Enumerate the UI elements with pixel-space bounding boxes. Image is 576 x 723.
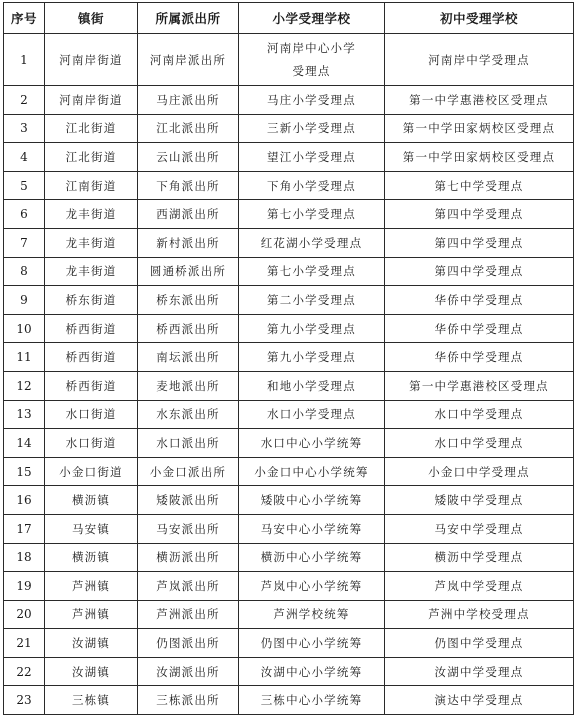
table-row <box>4 286 574 315</box>
cell-subdistrict: 马安镇 <box>45 514 138 543</box>
table-row <box>4 600 574 629</box>
cell-police-station: 芦洲派出所 <box>138 600 239 629</box>
table-row <box>4 314 574 343</box>
header-subdistrict: 镇街 <box>45 3 138 34</box>
cell-police-station: 仍图派出所 <box>138 629 239 658</box>
header-index: 序号 <box>4 3 45 34</box>
cell-index: 1 <box>4 34 45 86</box>
header-police-station: 所属派出所 <box>138 3 239 34</box>
cell-subdistrict: 桥东街道 <box>45 286 138 315</box>
cell-police-station: 芦岚派出所 <box>138 572 239 601</box>
cell-subdistrict: 桥西街道 <box>45 314 138 343</box>
cell-police-station: 江北派出所 <box>138 114 239 143</box>
table-row <box>4 572 574 601</box>
cell-middle-school: 矮陂中学受理点 <box>385 486 574 515</box>
cell-police-station: 水口派出所 <box>138 429 239 458</box>
cell-middle-school: 第四中学受理点 <box>385 228 574 257</box>
cell-index: 10 <box>4 314 45 343</box>
cell-index: 2 <box>4 86 45 115</box>
cell-primary-school: 第七小学受理点 <box>239 257 385 286</box>
cell-primary-school: 望江小学受理点 <box>239 143 385 172</box>
cell-subdistrict: 横沥镇 <box>45 543 138 572</box>
cell-police-station: 汝湖派出所 <box>138 657 239 686</box>
table-header <box>4 3 574 34</box>
table-row <box>4 686 574 715</box>
cell-middle-school: 第一中学田家炳校区受理点 <box>385 143 574 172</box>
cell-index: 9 <box>4 286 45 315</box>
header-row <box>4 3 574 34</box>
table-row <box>4 514 574 543</box>
cell-middle-school: 水口中学受理点 <box>385 400 574 429</box>
cell-police-station: 麦地派出所 <box>138 371 239 400</box>
cell-middle-school: 横沥中学受理点 <box>385 543 574 572</box>
cell-middle-school: 第四中学受理点 <box>385 257 574 286</box>
cell-subdistrict: 龙丰街道 <box>45 257 138 286</box>
cell-police-station: 南坛派出所 <box>138 343 239 372</box>
table-row <box>4 400 574 429</box>
cell-primary-school: 第九小学受理点 <box>239 314 385 343</box>
cell-police-station: 桥东派出所 <box>138 286 239 315</box>
cell-middle-school: 华侨中学受理点 <box>385 286 574 315</box>
cell-subdistrict: 芦洲镇 <box>45 600 138 629</box>
cell-police-station: 横沥派出所 <box>138 543 239 572</box>
cell-primary-school: 马安中心小学统筹 <box>239 514 385 543</box>
cell-primary-school: 芦岚中心小学统筹 <box>239 572 385 601</box>
cell-subdistrict: 龙丰街道 <box>45 228 138 257</box>
cell-police-station: 云山派出所 <box>138 143 239 172</box>
table-row <box>4 143 574 172</box>
cell-middle-school: 仍图中学受理点 <box>385 629 574 658</box>
cell-subdistrict: 水口街道 <box>45 429 138 458</box>
cell-subdistrict: 桥西街道 <box>45 371 138 400</box>
table-row <box>4 429 574 458</box>
cell-index: 16 <box>4 486 45 515</box>
table-row <box>4 228 574 257</box>
cell-middle-school: 汝湖中学受理点 <box>385 657 574 686</box>
cell-middle-school: 小金口中学受理点 <box>385 457 574 486</box>
table-row <box>4 457 574 486</box>
cell-index: 5 <box>4 171 45 200</box>
cell-subdistrict: 汝湖镇 <box>45 657 138 686</box>
table-row <box>4 200 574 229</box>
cell-subdistrict: 江南街道 <box>45 171 138 200</box>
cell-middle-school: 华侨中学受理点 <box>385 314 574 343</box>
cell-primary-school: 第七小学受理点 <box>239 200 385 229</box>
cell-index: 12 <box>4 371 45 400</box>
cell-middle-school: 水口中学受理点 <box>385 429 574 458</box>
table-row <box>4 543 574 572</box>
cell-subdistrict: 江北街道 <box>45 143 138 172</box>
table-row <box>4 486 574 515</box>
header-middle-school: 初中受理学校 <box>385 3 574 34</box>
cell-police-station: 矮陂派出所 <box>138 486 239 515</box>
cell-primary-school: 汝湖中心小学统筹 <box>239 657 385 686</box>
cell-middle-school: 芦洲中学校受理点 <box>385 600 574 629</box>
cell-police-station: 马庄派出所 <box>138 86 239 115</box>
cell-primary-school: 水口小学受理点 <box>239 400 385 429</box>
cell-index: 3 <box>4 114 45 143</box>
cell-primary-school: 和地小学受理点 <box>239 371 385 400</box>
cell-primary-school: 水口中心小学统筹 <box>239 429 385 458</box>
table-row <box>4 629 574 658</box>
cell-index: 18 <box>4 543 45 572</box>
cell-middle-school: 芦岚中学受理点 <box>385 572 574 601</box>
cell-index: 19 <box>4 572 45 601</box>
cell-subdistrict: 桥西街道 <box>45 343 138 372</box>
cell-middle-school: 演达中学受理点 <box>385 686 574 715</box>
cell-middle-school: 河南岸中学受理点 <box>385 34 574 86</box>
cell-primary-school: 第九小学受理点 <box>239 343 385 372</box>
cell-police-station: 三栋派出所 <box>138 686 239 715</box>
cell-index: 11 <box>4 343 45 372</box>
table-row <box>4 34 574 86</box>
school-admission-table <box>3 2 574 715</box>
table-body <box>4 34 574 715</box>
table-row <box>4 343 574 372</box>
cell-police-station: 桥西派出所 <box>138 314 239 343</box>
header-primary-school: 小学受理学校 <box>239 3 385 34</box>
cell-primary-school: 红花湖小学受理点 <box>239 228 385 257</box>
table-row <box>4 171 574 200</box>
cell-police-station: 河南岸派出所 <box>138 34 239 86</box>
cell-subdistrict: 汝湖镇 <box>45 629 138 658</box>
cell-primary-school: 矮陂中心小学统筹 <box>239 486 385 515</box>
cell-police-station: 新村派出所 <box>138 228 239 257</box>
cell-middle-school: 第七中学受理点 <box>385 171 574 200</box>
cell-primary-school: 河南岸中心小学受理点 <box>239 34 385 86</box>
cell-primary-school: 芦洲学校统筹 <box>239 600 385 629</box>
cell-primary-school: 小金口中心小学统筹 <box>239 457 385 486</box>
cell-index: 6 <box>4 200 45 229</box>
cell-index: 17 <box>4 514 45 543</box>
cell-police-station: 西湖派出所 <box>138 200 239 229</box>
table-row <box>4 114 574 143</box>
cell-middle-school: 马安中学受理点 <box>385 514 574 543</box>
table-row <box>4 257 574 286</box>
cell-primary-school: 马庄小学受理点 <box>239 86 385 115</box>
table-row <box>4 86 574 115</box>
cell-police-station: 下角派出所 <box>138 171 239 200</box>
cell-subdistrict: 三栋镇 <box>45 686 138 715</box>
cell-index: 21 <box>4 629 45 658</box>
cell-subdistrict: 河南岸街道 <box>45 86 138 115</box>
cell-subdistrict: 水口街道 <box>45 400 138 429</box>
cell-index: 20 <box>4 600 45 629</box>
cell-subdistrict: 横沥镇 <box>45 486 138 515</box>
cell-middle-school: 第一中学惠港校区受理点 <box>385 371 574 400</box>
cell-subdistrict: 小金口街道 <box>45 457 138 486</box>
cell-police-station: 小金口派出所 <box>138 457 239 486</box>
cell-subdistrict: 江北街道 <box>45 114 138 143</box>
cell-index: 8 <box>4 257 45 286</box>
cell-index: 7 <box>4 228 45 257</box>
cell-index: 22 <box>4 657 45 686</box>
cell-index: 4 <box>4 143 45 172</box>
cell-primary-school: 三新小学受理点 <box>239 114 385 143</box>
cell-police-station: 圆通桥派出所 <box>138 257 239 286</box>
cell-middle-school: 第一中学惠港校区受理点 <box>385 86 574 115</box>
table-row <box>4 657 574 686</box>
cell-index: 23 <box>4 686 45 715</box>
cell-index: 15 <box>4 457 45 486</box>
cell-index: 14 <box>4 429 45 458</box>
cell-index: 13 <box>4 400 45 429</box>
table-row <box>4 371 574 400</box>
cell-primary-school: 横沥中心小学统筹 <box>239 543 385 572</box>
cell-primary-school: 三栋中心小学统筹 <box>239 686 385 715</box>
cell-subdistrict: 芦洲镇 <box>45 572 138 601</box>
cell-middle-school: 华侨中学受理点 <box>385 343 574 372</box>
cell-middle-school: 第四中学受理点 <box>385 200 574 229</box>
cell-middle-school: 第一中学田家炳校区受理点 <box>385 114 574 143</box>
cell-primary-school: 下角小学受理点 <box>239 171 385 200</box>
cell-primary-school: 仍图中心小学统筹 <box>239 629 385 658</box>
cell-police-station: 马安派出所 <box>138 514 239 543</box>
cell-police-station: 水东派出所 <box>138 400 239 429</box>
cell-primary-school: 第二小学受理点 <box>239 286 385 315</box>
cell-subdistrict: 龙丰街道 <box>45 200 138 229</box>
cell-subdistrict: 河南岸街道 <box>45 34 138 86</box>
